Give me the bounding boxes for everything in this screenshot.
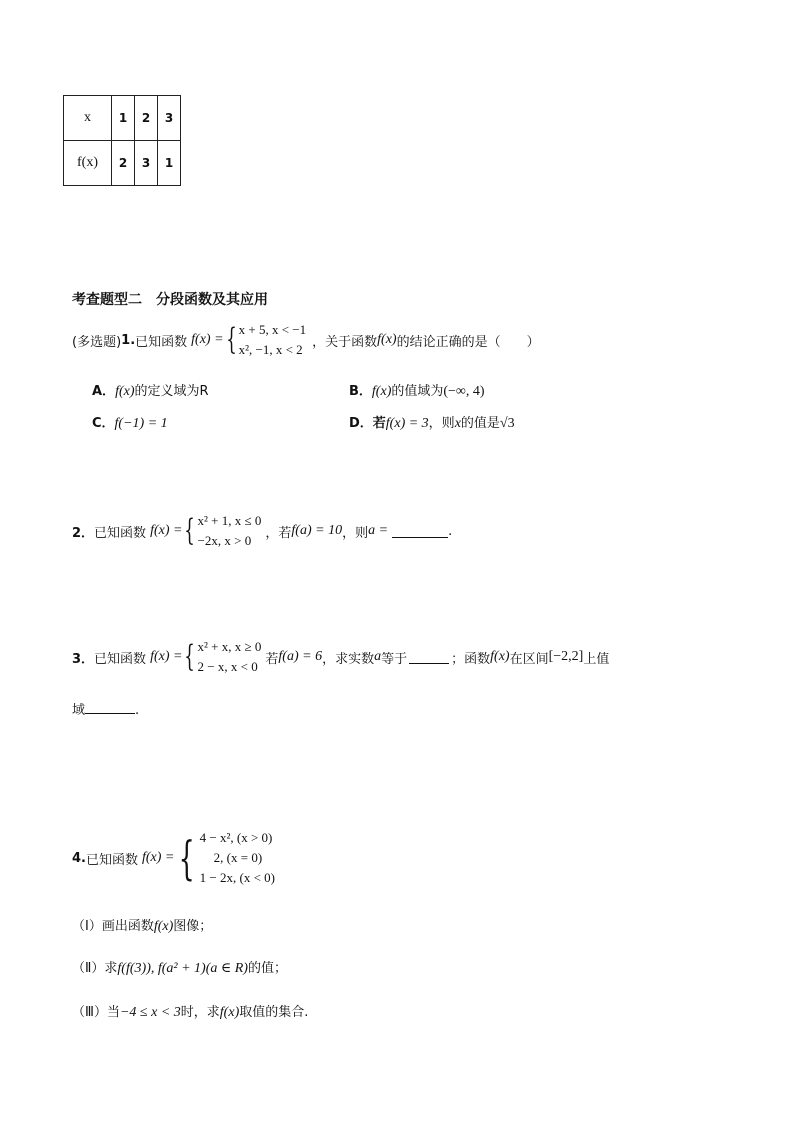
part-func: f(x) bbox=[219, 1005, 240, 1020]
q4-cases bbox=[200, 828, 275, 888]
q2-case-2: −2x, x > 0 bbox=[197, 533, 252, 548]
table-cell: 1 bbox=[112, 96, 135, 141]
q1-option-c bbox=[92, 412, 168, 432]
part-math: f(f(3)), f(a² + 1)(a ∈ R) bbox=[117, 961, 248, 976]
q3-mid4: ；函数 bbox=[451, 651, 491, 667]
q3-mid2: ，求实数 bbox=[322, 651, 375, 667]
value-table bbox=[63, 95, 181, 186]
q3-line-2 bbox=[72, 699, 139, 718]
q1-tail-func: f(x) bbox=[377, 332, 397, 347]
part-label: （Ⅰ） bbox=[72, 919, 102, 934]
q1-option-b bbox=[349, 380, 485, 400]
q1-tail2: 的结论正确的是（ ） bbox=[396, 334, 540, 350]
part-end: 取值的集合. bbox=[239, 1005, 309, 1020]
table-cell: 3 bbox=[158, 96, 181, 141]
q1-case-2: x², −1, x < 2 bbox=[238, 342, 303, 357]
brace-symbol: { bbox=[178, 831, 196, 885]
section-title: 考查题型二 分段函数及其应用 bbox=[72, 292, 268, 308]
q4-intro: 已知函数 bbox=[85, 852, 138, 868]
table-cell: 1 bbox=[158, 141, 181, 186]
q1-case-1: x + 5, x < −1 bbox=[238, 322, 307, 337]
q3-end: . bbox=[135, 703, 140, 718]
option-label: B． bbox=[349, 384, 372, 399]
option-math: (−∞, 4) bbox=[443, 384, 485, 399]
part-text: 求 bbox=[104, 961, 118, 976]
q4-part-3 bbox=[72, 1001, 308, 1021]
q3-case-1: x² + x, x ≥ 0 bbox=[197, 639, 262, 654]
option-label: A． bbox=[92, 384, 116, 399]
answer-blank[interactable] bbox=[85, 701, 135, 714]
q3-intro: 已知函数 bbox=[94, 651, 147, 667]
option-text: 的值是 bbox=[460, 416, 500, 431]
q1-tail: ，关于函数 bbox=[312, 334, 378, 350]
q3-mid3: 等于 bbox=[381, 651, 408, 667]
question-3 bbox=[72, 637, 609, 677]
table-header-fx: f(x) bbox=[64, 141, 112, 186]
table-cell: 2 bbox=[135, 96, 158, 141]
q1-number: 1. bbox=[121, 332, 136, 348]
option-var: x bbox=[454, 416, 461, 431]
q2-number: 2． bbox=[72, 525, 95, 541]
option-func: f(x) bbox=[371, 384, 392, 399]
q3-mid: 若 bbox=[265, 651, 279, 667]
q2-cond: f(a) = 10 bbox=[291, 523, 343, 538]
part-end: 图像； bbox=[173, 919, 213, 934]
brace-symbol: { bbox=[184, 513, 196, 548]
part-label: （Ⅱ） bbox=[72, 961, 105, 976]
q4-case-2: 2, (x = 0) bbox=[213, 850, 263, 865]
q1-option-a bbox=[92, 380, 209, 400]
answer-blank[interactable] bbox=[409, 651, 449, 664]
q3-line2-text: 域 bbox=[72, 703, 86, 718]
question-1 bbox=[72, 320, 540, 360]
part-text: 当 bbox=[106, 1005, 120, 1020]
q1-func: f(x) = bbox=[191, 332, 224, 347]
part-text: 时，求 bbox=[180, 1005, 220, 1020]
q4-case-3: 1 − 2x, (x < 0) bbox=[199, 870, 275, 885]
table-cell: 3 bbox=[135, 141, 158, 186]
q4-number: 4. bbox=[72, 850, 86, 866]
q1-tag: (多选题) bbox=[72, 334, 122, 350]
q4-part-1 bbox=[72, 915, 212, 935]
option-math: f(−1) = 1 bbox=[114, 416, 168, 431]
q3-mid6: 上值 bbox=[583, 651, 610, 667]
q3-case-2: 2 − x, x < 0 bbox=[197, 659, 258, 674]
brace-symbol: { bbox=[225, 322, 237, 357]
q3-func: f(x) = bbox=[150, 649, 183, 664]
option-text: 的值域为 bbox=[391, 384, 444, 399]
q4-func: f(x) = bbox=[142, 850, 175, 865]
option-text: 的定义域为R bbox=[134, 384, 209, 399]
table-cell: 2 bbox=[112, 141, 135, 186]
q3-number: 3． bbox=[72, 651, 95, 667]
question-4 bbox=[72, 828, 275, 888]
q2-var: a = bbox=[368, 523, 389, 538]
part-end: 的值； bbox=[247, 961, 287, 976]
q2-then: ，则 bbox=[342, 525, 369, 541]
q1-cases bbox=[239, 320, 307, 360]
answer-blank[interactable] bbox=[392, 525, 448, 538]
part-label: （Ⅲ） bbox=[72, 1005, 107, 1020]
option-math: √3 bbox=[499, 416, 515, 431]
q2-mid: ，若 bbox=[265, 525, 292, 541]
option-label: C． bbox=[92, 416, 115, 431]
q2-case-1: x² + 1, x ≤ 0 bbox=[197, 513, 262, 528]
q3-cond: f(a) = 6 bbox=[278, 649, 323, 664]
q4-part-2 bbox=[72, 957, 287, 977]
q2-func: f(x) = bbox=[150, 523, 183, 538]
option-func: f(x) bbox=[115, 384, 135, 399]
q2-intro: 已知函数 bbox=[94, 525, 147, 541]
q2-cases bbox=[198, 511, 262, 551]
table-row bbox=[64, 141, 181, 186]
table-header-x: x bbox=[64, 96, 112, 141]
option-label: D．若 bbox=[349, 416, 386, 431]
q3-var: a bbox=[374, 649, 382, 664]
q3-cases bbox=[198, 637, 262, 677]
q4-case-1: 4 − x², (x > 0) bbox=[199, 830, 273, 845]
part-text: 画出函数 bbox=[101, 919, 154, 934]
part-math: −4 ≤ x < 3 bbox=[119, 1005, 181, 1020]
q1-intro: 已知函数 bbox=[135, 334, 188, 350]
question-2 bbox=[72, 511, 452, 551]
option-text: ，则 bbox=[428, 416, 455, 431]
table-row bbox=[64, 96, 181, 141]
q3-interval: [−2,2] bbox=[548, 649, 584, 664]
option-math: f(x) = 3 bbox=[385, 416, 429, 431]
part-func: f(x) bbox=[153, 919, 174, 934]
brace-symbol: { bbox=[184, 639, 196, 674]
q1-option-d bbox=[349, 412, 515, 432]
q3-func2: f(x) bbox=[490, 649, 510, 664]
q3-mid5: 在区间 bbox=[509, 651, 549, 667]
q2-end: . bbox=[448, 523, 453, 539]
